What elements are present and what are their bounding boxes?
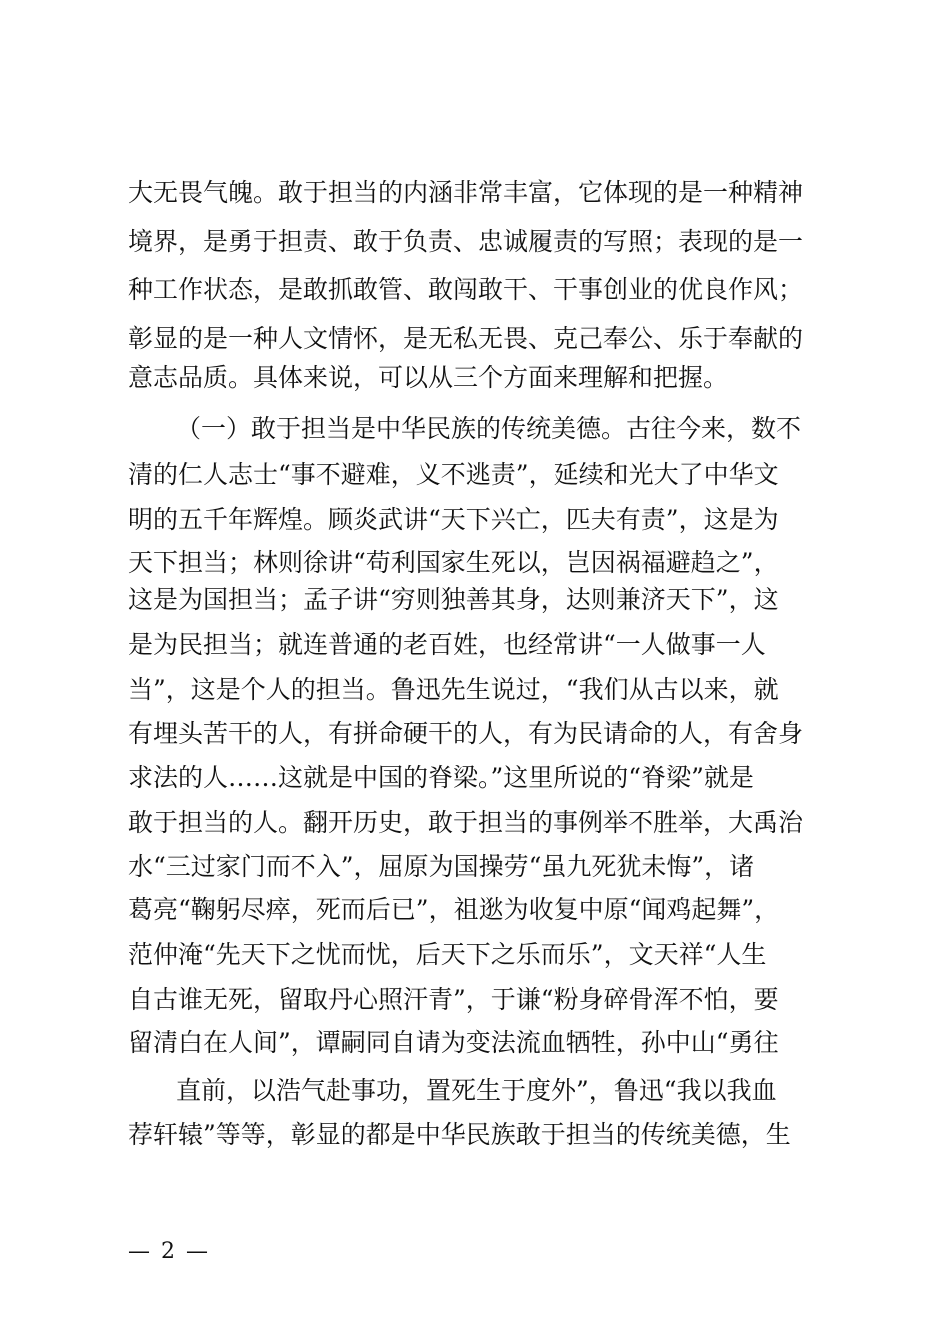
text-line: 水“三过家门而不入”，屈原为国操劳“虽九死犹未悔”，诸 (128, 852, 755, 881)
text-line: 当”，这是个人的担当。鲁迅先生说过，“我们从古以来，就 (128, 675, 779, 704)
text-line: 种工作状态，是敢抓敢管、敢闯敢干、干事创业的优良作风； (128, 275, 804, 304)
text-line: 境界，是勇于担责、敢于负责、忠诚履责的写照；表现的是一 (128, 227, 804, 256)
text-line: 直前，以浩气赴事功，置死生于度外”，鲁迅“我以我血 (176, 1076, 777, 1105)
text-line: 敢于担当的人。翻开历史，敢于担当的事例举不胜举，大禹治 (128, 808, 804, 837)
text-line: 清的仁人志士“事不避难，义不逃责”，延续和光大了中华文 (128, 460, 779, 489)
text-line: 留清白在人间”，谭嗣同自请为变法流血牺牲，孙中山“勇往 (128, 1028, 779, 1057)
text-line: 求法的人……这就是中国的脊梁。”这里所说的“脊梁”就是 (128, 763, 754, 792)
text-line: 荐轩辕”等等，彰显的都是中华民族敢于担当的传统美德，生 (128, 1120, 791, 1149)
text-line: 范仲淹“先天下之忧而忧，后天下之乐而乐”，文天祥“人生 (128, 940, 767, 969)
text-line: （一）敢于担当是中华民族的传统美德。古往今来，数不 (176, 414, 802, 443)
text-line: 大无畏气魄。敢于担当的内涵非常丰富，它体现的是一种精神 (128, 178, 804, 207)
text-line: 自古谁无死，留取丹心照汗青”，于谦“粉身碎骨浑不怕，要 (128, 985, 779, 1014)
text-line: 有埋头苦干的人，有拼命硬干的人，有为民请命的人，有舍身 (128, 719, 804, 748)
text-line: 明的五千年辉煌。顾炎武讲“天下兴亡，匹夫有责”，这是为 (128, 505, 779, 534)
page-number: — 2 — (128, 1239, 210, 1264)
text-line: 这是为国担当；孟子讲“穷则独善其身，达则兼济天下”，这 (128, 585, 779, 614)
text-line: 天下担当；林则徐讲“苟利国家生死以，岂因祸福避趋之”， (128, 548, 779, 577)
text-line: 是为民担当；就连普通的老百姓，也经常讲“一人做事一人 (128, 630, 766, 659)
text-line: 葛亮“鞠躬尽瘁，死而后已”，祖逖为收复中原“闻鸡起舞”， (128, 895, 780, 924)
text-line: 意志品质。具体来说，可以从三个方面来理解和把握。 (128, 363, 729, 392)
text-line: 彰显的是一种人文情怀，是无私无畏、克己奉公、乐于奉献的 (128, 324, 804, 353)
